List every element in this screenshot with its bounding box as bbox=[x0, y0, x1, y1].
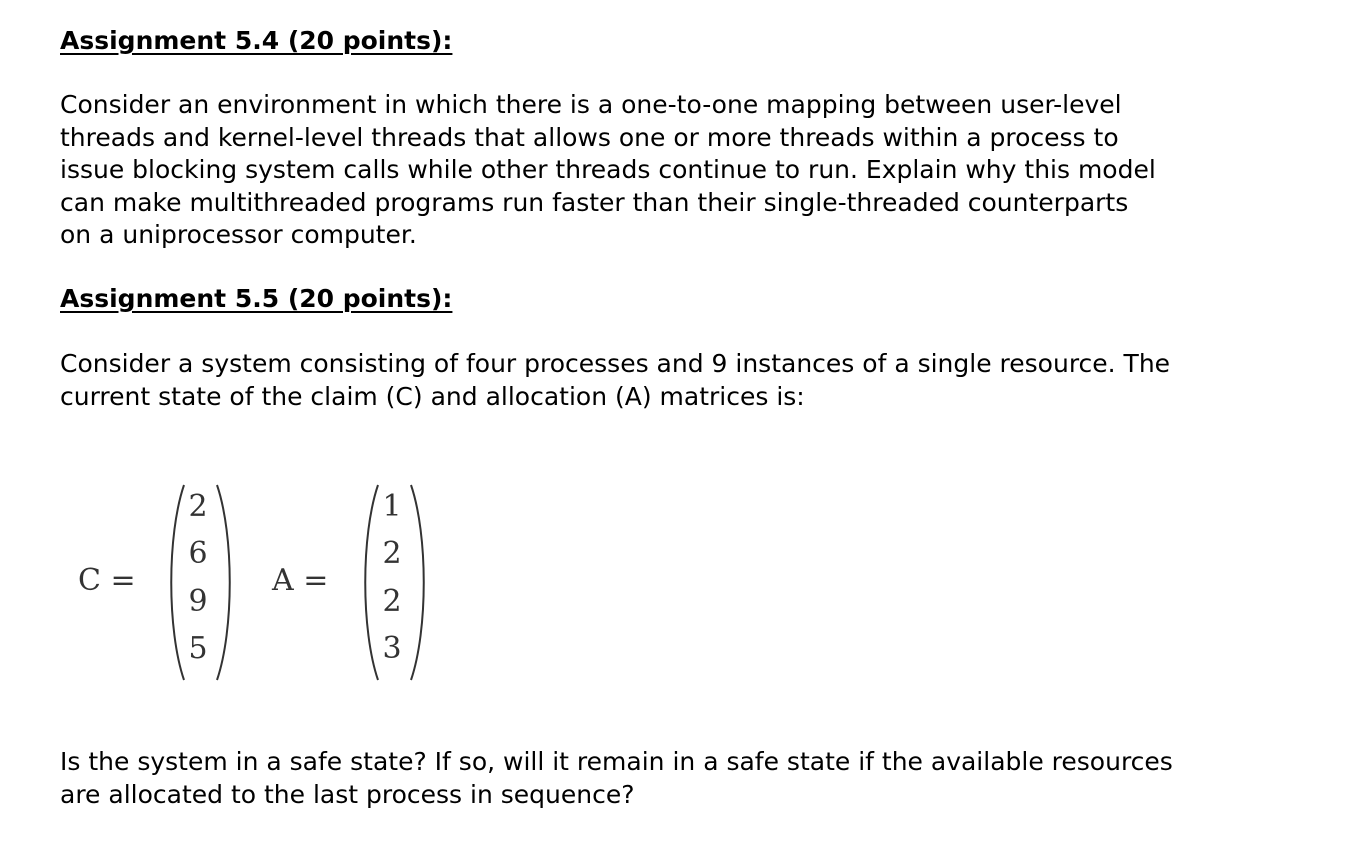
body-line: can make multithreaded programs run faster than their single-threaded counterparts bbox=[60, 187, 1129, 217]
assignment-5-5-heading: Assignment 5.5 (20 points): bbox=[60, 284, 453, 313]
allocation-matrix-label: A = bbox=[272, 563, 329, 598]
assignment-5-5-intro bbox=[60, 348, 1170, 413]
body-line: issue blocking system calls while other threads continue to run. Explain why this model bbox=[60, 155, 1156, 184]
matrix-entry: 3 bbox=[382, 631, 402, 666]
right-paren-icon bbox=[214, 480, 238, 690]
right-paren-icon bbox=[408, 480, 432, 690]
intro-line: current state of the claim (C) and allocation (A) matrices is: bbox=[60, 381, 805, 411]
matrix-entry: 1 bbox=[382, 489, 402, 524]
body-line: threads and kernel-level threads that allows one or more threads within a process to bbox=[60, 122, 1119, 152]
question-line: are allocated to the last process in sequence? bbox=[60, 779, 635, 809]
assignment-5-4-heading: Assignment 5.4 (20 points): bbox=[60, 26, 453, 55]
claim-matrix-label: C = bbox=[78, 563, 136, 598]
matrix-entry: 5 bbox=[188, 631, 208, 666]
matrix-entry: 6 bbox=[188, 536, 208, 571]
assignment-5-5-question bbox=[60, 746, 1173, 811]
allocation-matrix bbox=[260, 480, 460, 690]
intro-line: Consider a system consisting of four processes and 9 instances of a single resource. The bbox=[60, 349, 1171, 378]
assignment-5-4-body bbox=[60, 89, 1156, 252]
matrix-entry: 9 bbox=[188, 584, 208, 619]
matrix-entry: 2 bbox=[382, 584, 402, 619]
body-line: on a uniprocessor computer. bbox=[60, 220, 417, 249]
matrix-entry: 2 bbox=[382, 536, 402, 571]
matrix-entry: 2 bbox=[188, 489, 208, 524]
claim-matrix bbox=[0, 480, 260, 690]
question-line: Is the system in a safe state? If so, will it remain in a safe state if the available resources bbox=[60, 747, 1173, 776]
body-line: Consider an environment in which there is a one-to-one mapping between user-level bbox=[60, 90, 1122, 119]
